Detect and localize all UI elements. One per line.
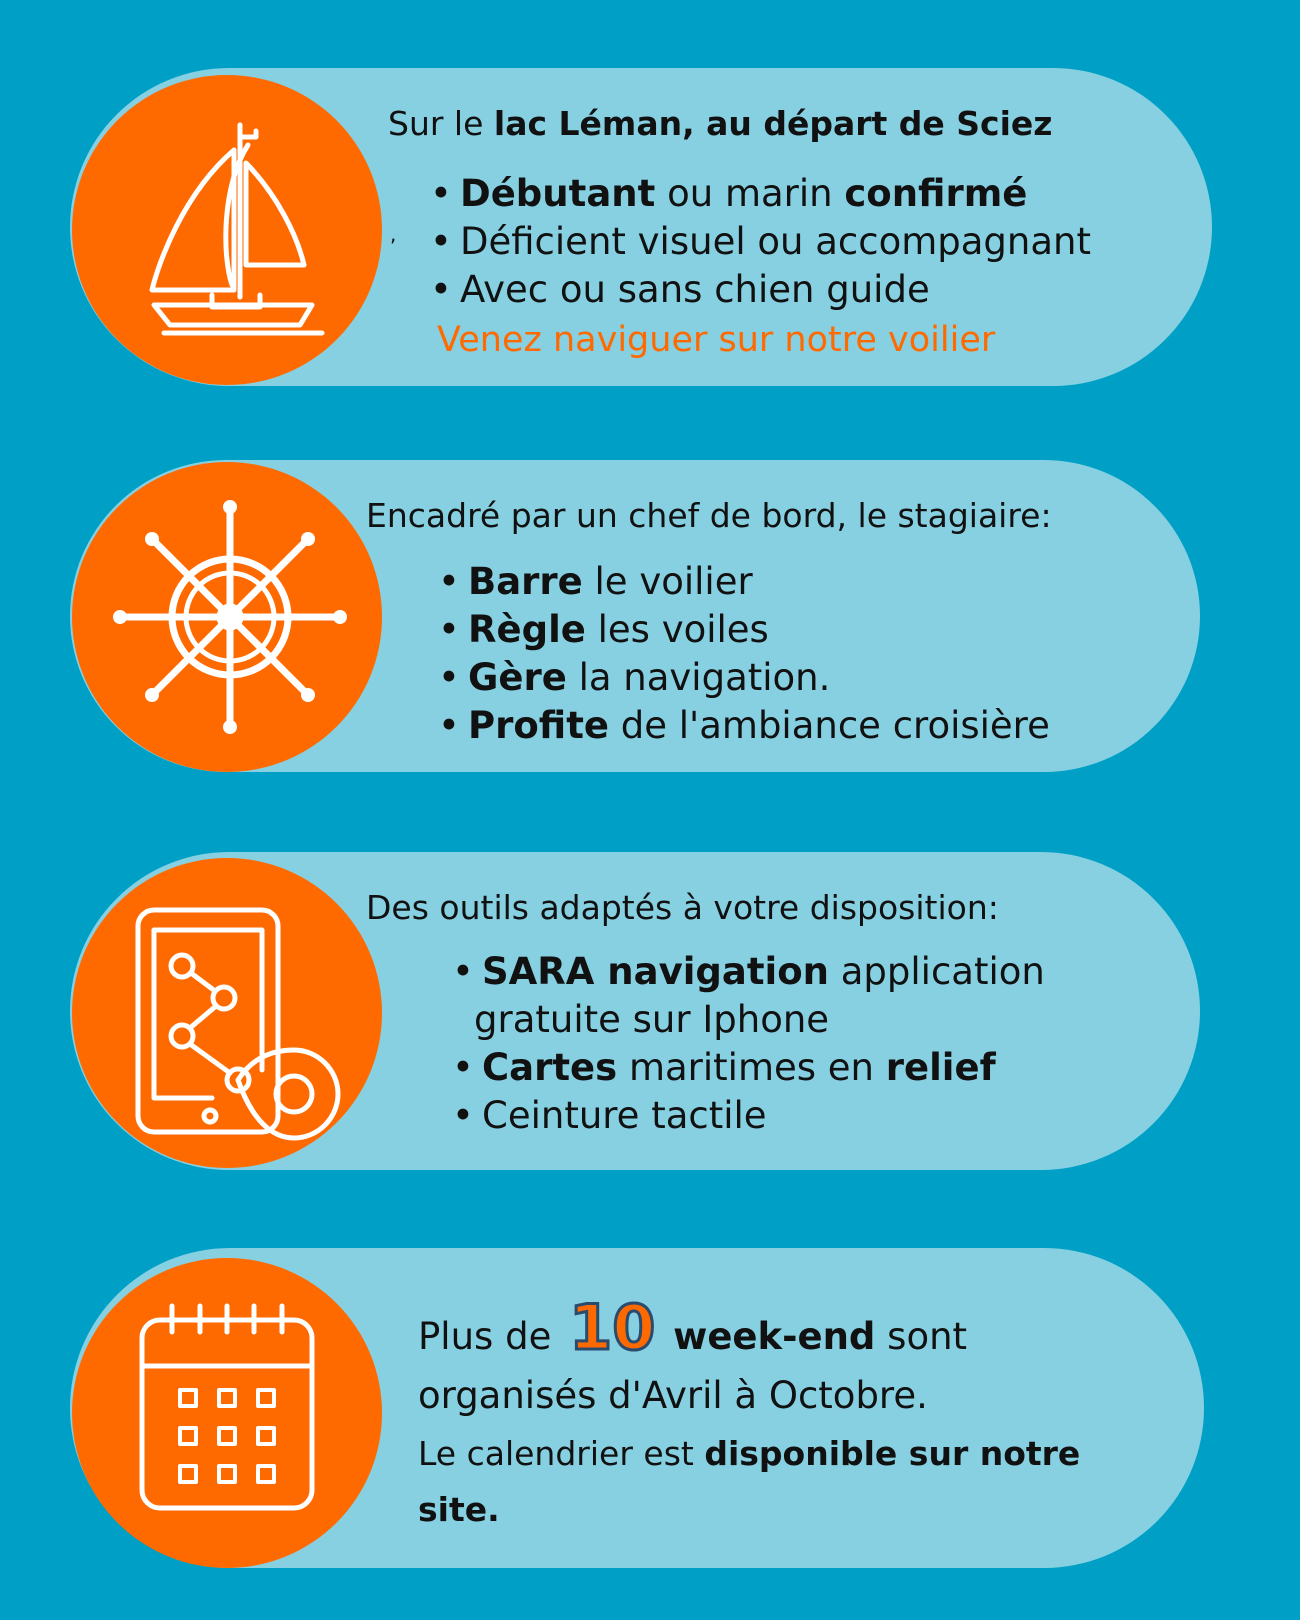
section3-bullets <box>452 948 1045 1140</box>
bullet-bold: Règle <box>468 608 586 651</box>
weekend-line4 <box>418 1490 500 1529</box>
bullet-text: de l'ambiance croisière <box>609 704 1050 747</box>
bullet-text: la navigation. <box>566 656 831 699</box>
intro-prefix: Sur le <box>388 104 494 143</box>
ship-wheel-icon <box>72 462 382 772</box>
line1-bold: week-end <box>673 1315 876 1358</box>
line3-bold: disponible sur notre <box>704 1434 1081 1473</box>
calendar-icon <box>72 1258 382 1568</box>
sailboat-icon <box>72 75 382 385</box>
list-item <box>438 606 1050 654</box>
calendar-circle <box>72 1258 382 1568</box>
bullet-text: Ceinture tactile <box>482 1094 767 1137</box>
list-item <box>452 1044 1045 1092</box>
stray-comma: , <box>390 222 397 246</box>
section2-bullets <box>438 558 1050 750</box>
list-item <box>438 702 1050 750</box>
bullet-text: Avec ou sans chien guide <box>460 268 930 311</box>
list-item <box>438 654 1050 702</box>
line4-bold: site. <box>418 1490 500 1529</box>
weekend-line3 <box>418 1434 1080 1473</box>
call-to-action: Venez naviguer sur notre voilier <box>437 320 996 360</box>
intro-bold: lac Léman, au départ de Sciez <box>493 104 1053 143</box>
bullet-bold: Cartes <box>482 1046 618 1089</box>
bullet-text: ou marin <box>655 172 845 215</box>
bullet-bold: confirmé <box>844 172 1028 215</box>
bullet-text: maritimes en <box>617 1046 886 1089</box>
line1-suffix: sont <box>875 1315 968 1358</box>
bullet-text: les voiles <box>585 608 769 651</box>
list-item <box>430 218 1091 266</box>
weekend-line2: organisés d'Avril à Octobre. <box>418 1374 928 1417</box>
wheel-circle <box>72 462 382 772</box>
phone-circle <box>72 858 382 1168</box>
section2-intro: Encadré par un chef de bord, le stagiaire: <box>366 496 1052 535</box>
list-item <box>452 948 1045 1044</box>
bullet-bold: Profite <box>468 704 609 747</box>
bullet-bold: Gère <box>468 656 567 699</box>
section1-bullets <box>430 170 1091 314</box>
bullet-bold: Débutant <box>460 172 656 215</box>
sailboat-circle <box>72 75 382 385</box>
line1-prefix: Plus de <box>418 1315 564 1358</box>
list-item <box>430 266 1091 314</box>
list-item <box>430 170 1091 218</box>
list-item <box>452 1092 1045 1140</box>
bullet-text: application <box>828 950 1045 993</box>
bullet-bold: SARA navigation <box>482 950 829 993</box>
section1-intro <box>388 104 1053 143</box>
bullet-text: Déficient visuel ou accompagnant <box>460 220 1091 263</box>
phone-map-icon <box>72 858 382 1168</box>
line3-prefix: Le calendrier est <box>418 1434 705 1473</box>
bullet-bold: Barre <box>468 560 583 603</box>
bullet-text: le voilier <box>582 560 753 603</box>
weekend-count: 10 <box>569 1291 656 1364</box>
section3-intro: Des outils adaptés à votre disposition: <box>366 888 999 927</box>
bullet-bold: relief <box>885 1046 996 1089</box>
list-item <box>438 558 1050 606</box>
bullet-continuation: gratuite sur Iphone <box>474 998 830 1041</box>
weekend-line1 <box>418 1291 968 1364</box>
